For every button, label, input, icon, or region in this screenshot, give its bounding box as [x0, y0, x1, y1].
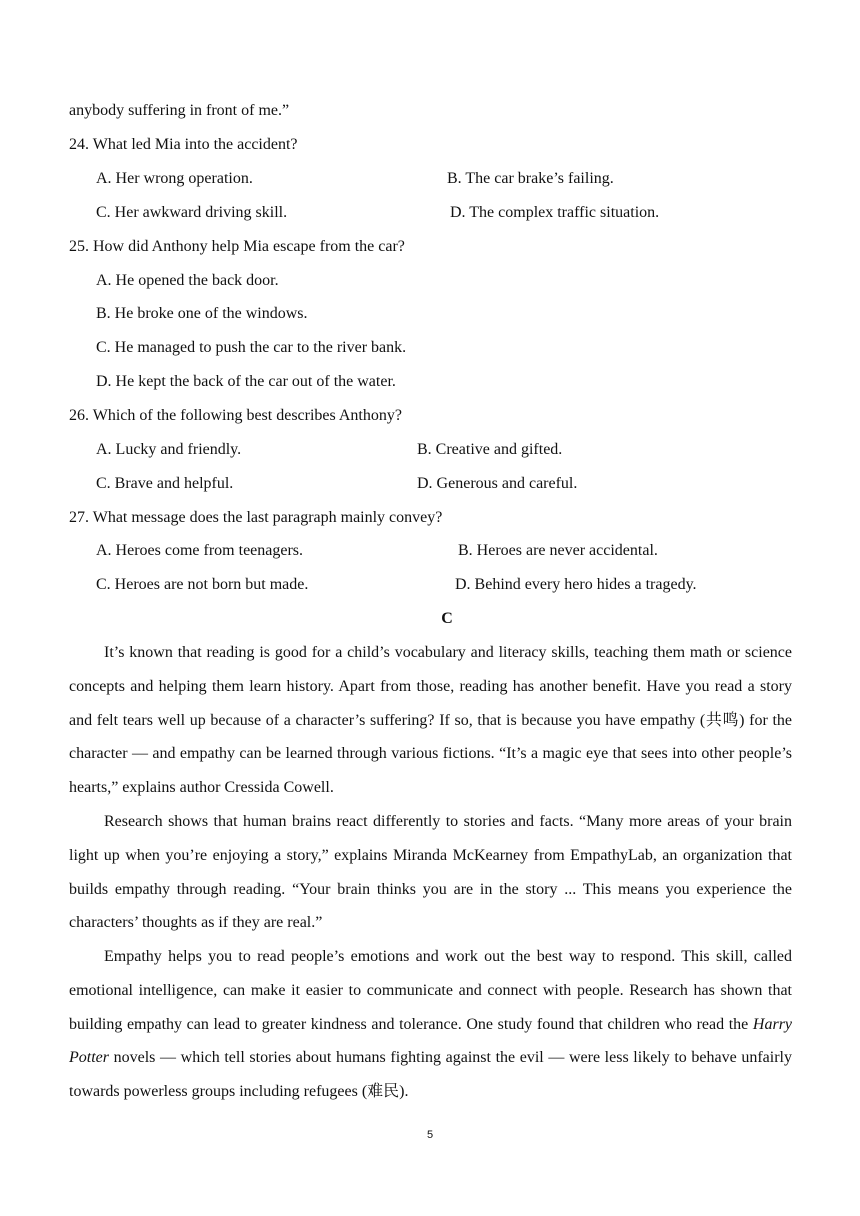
q26-option-a: A. Lucky and friendly.: [96, 441, 242, 458]
question-27-stem: 27. What message does the last paragraph mainly convey?: [69, 509, 443, 526]
question-25-stem: 25. How did Anthony help Mia escape from the car?: [69, 238, 405, 255]
q26-option-d: D. Generous and careful.: [417, 475, 578, 492]
q24-option-b: B. The car brake’s failing.: [447, 170, 614, 187]
carryover-line: anybody suffering in front of me.”: [69, 102, 290, 119]
q24-option-d: D. The complex traffic situation.: [450, 204, 660, 221]
section-heading: C: [441, 610, 453, 627]
q27-option-c: C. Heroes are not born but made.: [96, 576, 309, 593]
page-number: 5: [426, 1129, 434, 1141]
q25-option-d: D. He kept the back of the car out of the water.: [96, 373, 396, 390]
question-24-stem: 24. What led Mia into the accident?: [69, 136, 298, 153]
q25-option-b: B. He broke one of the windows.: [96, 305, 308, 322]
book-title: Harry Potter: [69, 1015, 793, 1067]
q27-option-b: B. Heroes are never accidental.: [458, 542, 658, 559]
q25-option-a: A. He opened the back door.: [96, 272, 279, 289]
passage-paragraph-2: Research shows that human brains react differently to stories and facts. “Many more areas of your brain light up when you’re enjoying a story,” explains Miranda McKearney from EmpathyLab, an organization that builds empathy through reading. “Your brain thinks you are in the story ... This means you experience the characters’ thoughts as if they are real.”: [69, 813, 792, 932]
q24-option-c: C. Her awkward driving skill.: [96, 204, 288, 221]
q26-option-c: C. Brave and helpful.: [96, 475, 234, 492]
question-26-stem: 26. Which of the following best describes Anthony?: [69, 407, 402, 424]
q26-option-b: B. Creative and gifted.: [417, 441, 563, 458]
q24-option-a: A. Her wrong operation.: [96, 170, 253, 187]
passage-paragraph-3: Empathy helps you to read people’s emotions and work out the best way to respond. This skill, called emotional intelligence, can make it easier to communicate and connect with people. Research has shown that building empathy can lead to greater kindness and tolerance. One study found that children who read the Harry Potter novels — which tell stories about humans fighting against the evil — were less likely to behave unfairly towards powerless groups including refugees (难民).: [69, 948, 793, 1101]
q27-option-d: D. Behind every hero hides a tragedy.: [455, 576, 697, 593]
q25-option-c: C. He managed to push the car to the river bank.: [96, 339, 407, 356]
passage-paragraph-1: It’s known that reading is good for a child’s vocabulary and literacy skills, teaching them math or science concepts and helping them learn history. Apart from those, reading has another benefit. Have you read a story and felt tears well up because of a character’s suffering? If so, that is because you have empathy (共鸣) for the character — and empathy can be learned through various fictions. “It’s a magic eye that sees into other people’s hearts,” explains author Cressida Cowell.: [69, 644, 792, 797]
q27-option-a: A. Heroes come from teenagers.: [96, 542, 304, 559]
